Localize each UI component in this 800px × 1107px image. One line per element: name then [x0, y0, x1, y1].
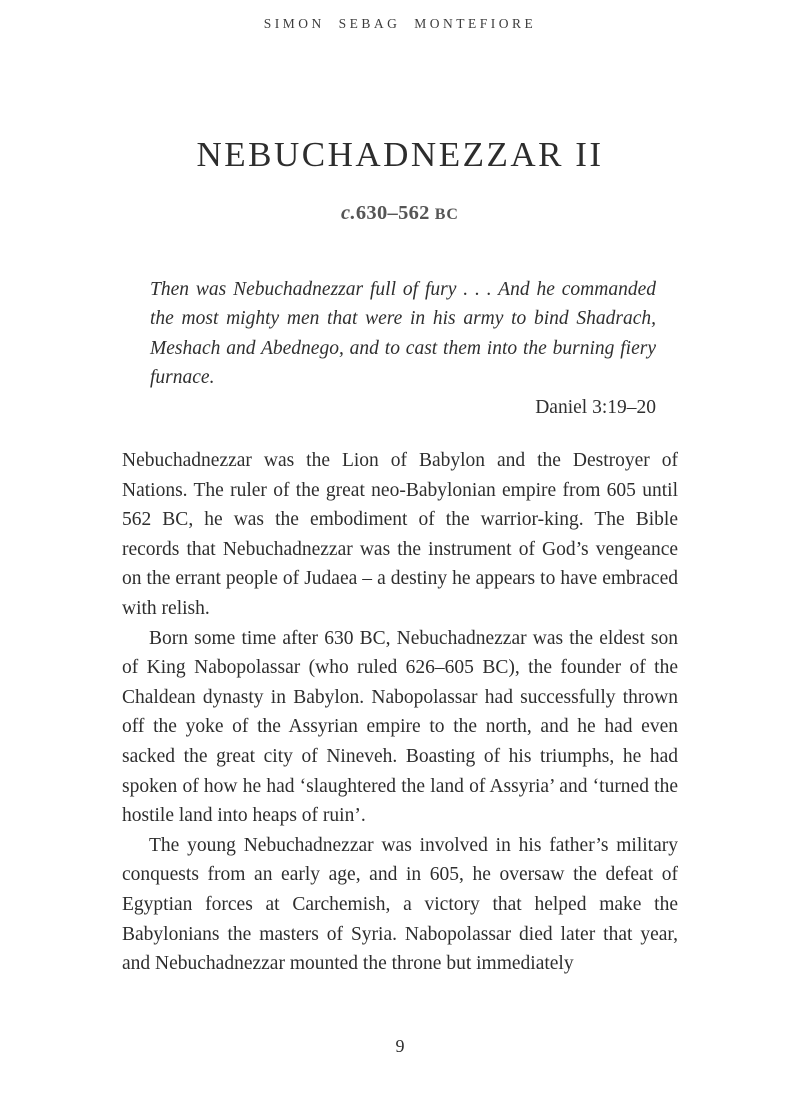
chapter-dates — [122, 202, 678, 225]
page-number: 9 — [395, 1036, 405, 1056]
epigraph-text: Then was Nebuchadnezzar full of fury . . . And he commanded the most mighty men that were in his army to bind Shadrach, Meshach and Abednego, and to cast them into the burning fiery furnace. — [150, 278, 656, 388]
body-text — [122, 446, 678, 979]
era-label: BC — [434, 205, 459, 223]
date-range: 630–562 — [355, 201, 430, 224]
running-header: SIMON SEBAG MONTEFIORE — [263, 16, 537, 31]
epigraph — [150, 275, 656, 423]
circa-abbreviation: c. — [341, 201, 356, 224]
paragraph: Nebuchadnezzar was the Lion of Babylon and the Destroyer of Nations. The ruler of the great neo-Babylonian empire from 605 until 562 BC, he was the embodiment of the warrior-king. The Bible records that Nebuchadnezzar was the instrument of God’s vengeance on the errant people of Judaea – a destiny he appears to have embraced with relish. — [122, 450, 678, 619]
epigraph-attribution: Daniel 3:19–20 — [535, 396, 656, 418]
chapter-title: NEBUCHADNEZZAR II — [196, 135, 604, 174]
paragraph: Born some time after 630 BC, Nebuchadnezzar was the eldest son of King Nabopolassar (who ruled 626–605 BC), the founder of the Chaldean dynasty in Babylon. Nabopolassar had successfully thrown off the yoke of the Assyrian empire to the north, and he had even sacked the great city of Nineveh. Boasting of his triumphs, he had spoken of how he had ‘slaughtered the land of Assyria’ and ‘turned the hostile land into heaps of ruin’. — [122, 627, 678, 827]
paragraph: The young Nebuchadnezzar was involved in his father’s military conquests from an early age, and in 605, he oversaw the defeat of Egyptian forces at Carchemish, a victory that helped make the Babylonians the masters of Syria. Nabopolassar died later that year, and Nebuchadnezzar mounted the throne but immediately — [122, 834, 678, 975]
